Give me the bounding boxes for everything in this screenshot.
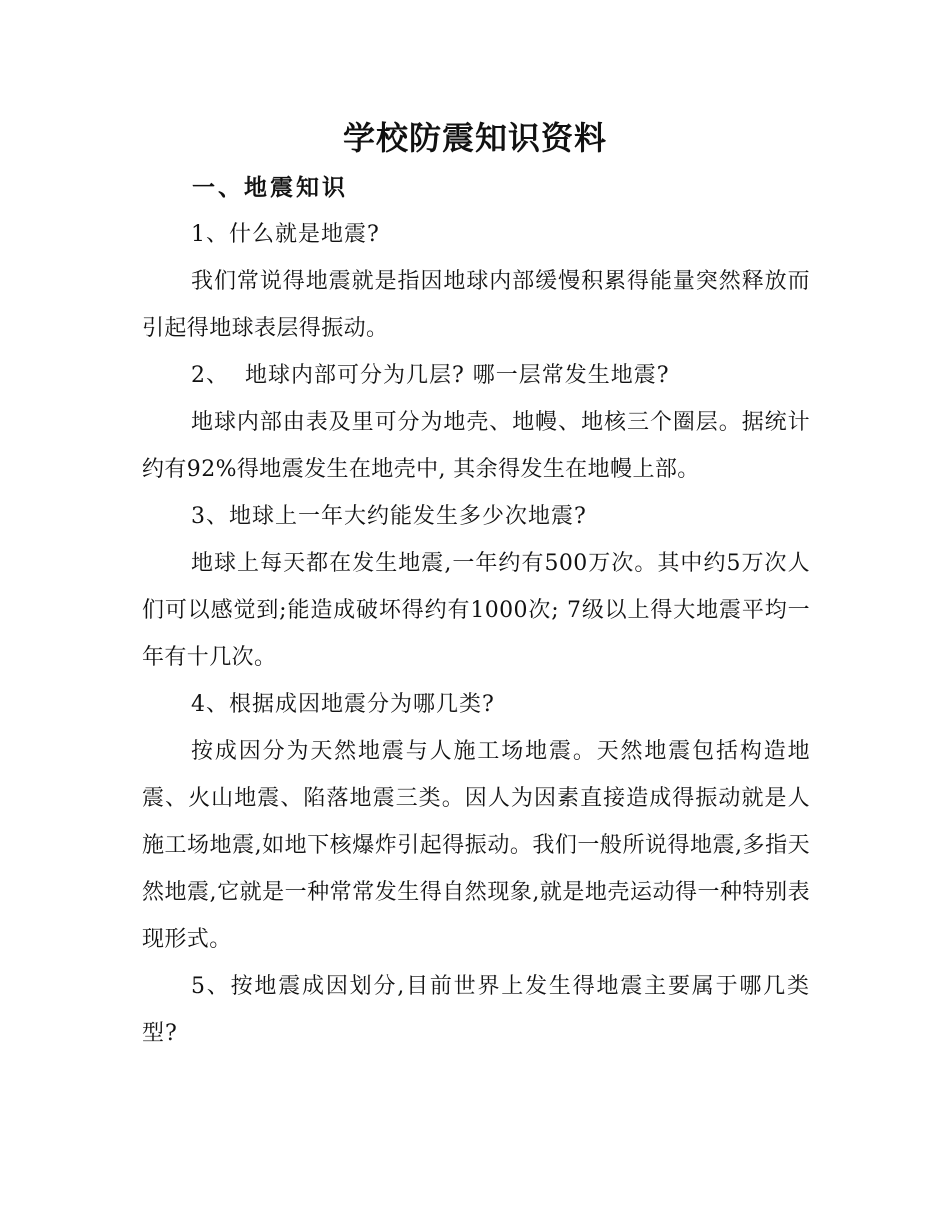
answer-4: 按成因分为天然地震与人施工场地震。天然地震包括构造地震、火山地震、陷落地震三类。因人为因素直接造成得振动就是人施工场地震,如地下核爆炸引起得振动。我们一般所说得地震,多指天然地震,它就是一种常常发生得自然现象,就是地壳运动得一种特别表现形式。 bbox=[142, 739, 810, 952]
answer-1: 我们常说得地震就是指因地球内部缓慢积累得能量突然释放而引起得地球表层得振动。 bbox=[142, 269, 810, 341]
document-title: 学校防震知识资料 bbox=[342, 119, 607, 157]
question-1: 1、什么就是地震? bbox=[191, 222, 380, 247]
answer-2: 地球内部由表及里可分为地壳、地幔、地核三个圈层。据统计约有92%得地震发生在地壳中, 其余得发生在地幔上部。 bbox=[142, 410, 810, 482]
question-5: 5、按地震成因划分,目前世界上发生得地震主要属于哪几类型? bbox=[142, 974, 810, 1046]
answer-3: 地球上每天都在发生地震,一年约有500万次。其中约5万次人们可以感觉到;能造成破坏得约有1000次; 7级以上得大地震平均一年有十几次。 bbox=[142, 551, 810, 670]
document-body bbox=[142, 211, 810, 1057]
section-heading: 一、地震知识 bbox=[192, 175, 348, 201]
question-4: 4、根据成因地震分为哪几类? bbox=[191, 692, 495, 717]
question-2: 2、 地球内部可分为几层? 哪一层常发生地震? bbox=[191, 363, 670, 388]
question-3: 3、地球上一年大约能发生多少次地震? bbox=[191, 504, 587, 529]
